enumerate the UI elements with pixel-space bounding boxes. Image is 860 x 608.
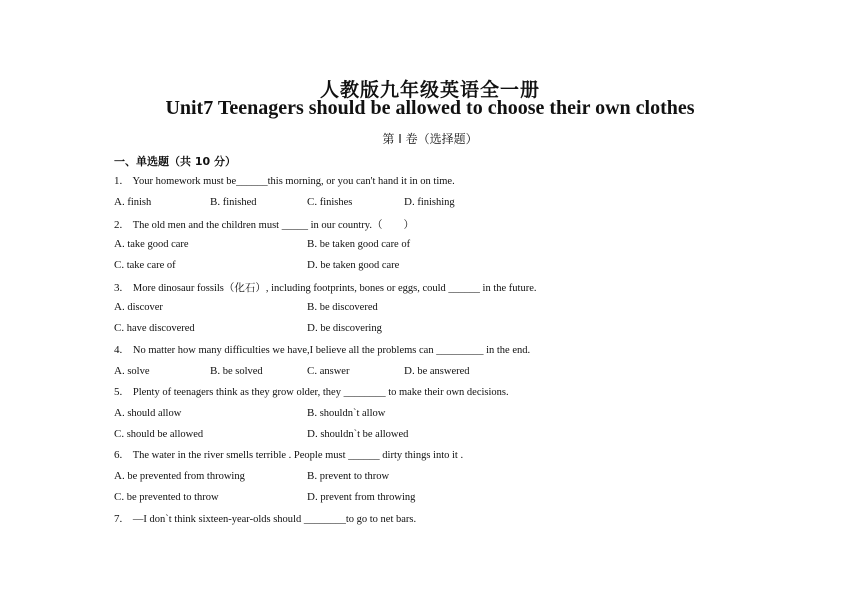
question-text: The old men and the children must _____ in our country.（ ） [132, 220, 414, 231]
option-letter: D. [307, 491, 318, 503]
question-1 [114, 175, 455, 187]
option-letter: B. [307, 470, 318, 482]
question-text: The water in the river smells terrible . People must ______ dirty things into it . [132, 450, 464, 461]
question-5-option-d [307, 428, 408, 440]
question-1-option-c [307, 196, 352, 208]
question-2-option-c [114, 259, 176, 271]
question-2-option-d [307, 259, 399, 271]
question-text: More dinosaur fossils（化石）, including footprints, bones or eggs, could ______ in the future. [132, 283, 537, 294]
option-text: solve [127, 366, 150, 377]
question-6-option-b [307, 470, 389, 482]
question-3-option-a [114, 301, 163, 313]
option-text: shouldn`t be allowed [320, 429, 409, 440]
option-letter: A. [114, 301, 125, 313]
option-letter: A. [114, 407, 125, 419]
question-2-option-b [307, 238, 410, 250]
option-text: finishing [417, 197, 455, 208]
option-text: prevent from throwing [320, 492, 416, 503]
option-text: have discovered [126, 323, 195, 334]
question-4 [114, 344, 530, 356]
question-3-option-d [307, 322, 382, 334]
option-letter: C. [114, 322, 125, 334]
question-number: 2. [114, 219, 123, 231]
question-2-option-a [114, 238, 189, 250]
question-5-option-c [114, 428, 203, 440]
question-number: 4. [114, 344, 123, 356]
question-3-option-b [307, 301, 378, 313]
option-text: take care of [126, 260, 176, 271]
option-text: be taken good care of [319, 239, 411, 250]
question-4-option-a [114, 365, 150, 377]
option-letter: A. [114, 365, 125, 377]
option-letter: D. [307, 259, 318, 271]
question-text: Plenty of teenagers think as they grow older, they ________ to make their own decisions. [132, 387, 509, 398]
question-4-option-c [307, 365, 349, 377]
option-text: take good care [127, 239, 189, 250]
option-letter: D. [404, 365, 415, 377]
section-label: 一、单选题（共 10 分） [114, 155, 236, 168]
option-letter: C. [114, 259, 125, 271]
option-letter: C. [307, 196, 318, 208]
option-text: shouldn`t allow [319, 408, 386, 419]
question-3 [114, 280, 537, 295]
question-text: —I don`t think sixteen-year-olds should ________to go to net bars. [132, 514, 417, 525]
question-1-option-a [114, 196, 151, 208]
question-6-option-c [114, 491, 219, 503]
question-5 [114, 386, 509, 398]
option-letter: B. [307, 238, 318, 250]
option-text: answer [319, 366, 350, 377]
question-4-option-b [210, 365, 263, 377]
option-text: should allow [127, 408, 182, 419]
option-letter: A. [114, 196, 125, 208]
option-text: be prevented from throwing [127, 471, 245, 482]
option-letter: B. [307, 301, 318, 313]
question-1-option-d [404, 196, 455, 208]
question-number: 7. [114, 513, 123, 525]
option-text: be answered [417, 366, 470, 377]
option-letter: B. [210, 365, 221, 377]
option-text: finished [222, 197, 257, 208]
document-title-english: Unit7 Teenagers should be allowed to choose their own clothes [165, 97, 695, 119]
question-text: Your homework must be______this morning, or you can't hand it in on time. [132, 176, 455, 187]
option-text: be discovering [320, 323, 382, 334]
part-label: 第 I 卷（选择题） [382, 132, 478, 146]
option-letter: C. [307, 365, 318, 377]
option-letter: D. [307, 428, 318, 440]
question-number: 1. [114, 175, 123, 187]
question-6-option-d [307, 491, 415, 503]
option-letter: B. [210, 196, 221, 208]
option-text: should be allowed [126, 429, 204, 440]
option-text: prevent to throw [319, 471, 390, 482]
option-letter: A. [114, 238, 125, 250]
question-number: 3. [114, 282, 123, 294]
question-number: 6. [114, 449, 123, 461]
option-letter: C. [114, 428, 125, 440]
question-5-option-a [114, 407, 181, 419]
option-text: discover [127, 302, 163, 313]
option-text: finish [127, 197, 152, 208]
question-7 [114, 513, 416, 525]
option-text: be taken good care [320, 260, 400, 271]
question-number: 5. [114, 386, 123, 398]
question-6-option-a [114, 470, 245, 482]
option-text: finishes [319, 197, 353, 208]
option-letter: A. [114, 470, 125, 482]
question-5-option-b [307, 407, 385, 419]
question-3-option-c [114, 322, 195, 334]
question-6 [114, 449, 463, 461]
option-letter: B. [307, 407, 318, 419]
option-letter: D. [404, 196, 415, 208]
option-text: be prevented to throw [126, 492, 219, 503]
option-letter: C. [114, 491, 125, 503]
option-letter: D. [307, 322, 318, 334]
question-text: No matter how many difficulties we have,I believe all the problems can _________ in the end. [132, 345, 531, 356]
option-text: be discovered [319, 302, 378, 313]
document-title-chinese: 人教版九年级英语全一册 [319, 79, 540, 101]
question-2 [114, 217, 414, 232]
question-1-option-b [210, 196, 257, 208]
question-4-option-d [404, 365, 470, 377]
option-text: be solved [222, 366, 263, 377]
